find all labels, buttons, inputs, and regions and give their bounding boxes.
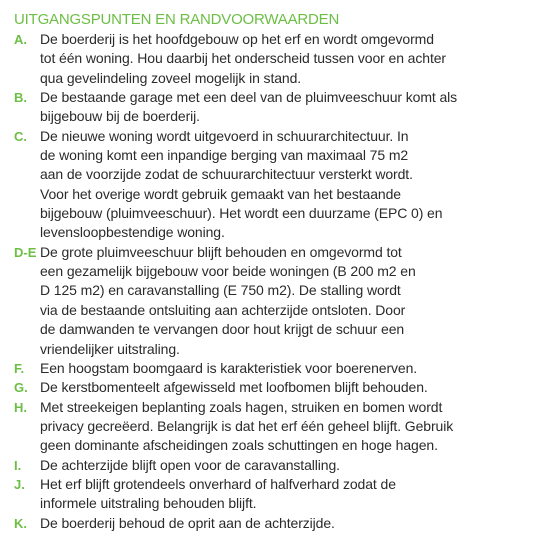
item-text-line: Het erf blijft grotendeels onverhard of halfverhard zodat de bbox=[40, 475, 396, 492]
item-text-line: de woning komt een inpandige berging van maximaal 75 m2 bbox=[40, 147, 409, 164]
item-text-line: een gezamelijk bijgebouw voor beide woningen (B 200 m2 en bbox=[40, 263, 416, 280]
item-text-line: De kerstbomenteelt afgewisseld met loofbomen blijft behouden. bbox=[40, 379, 428, 396]
item-text-line: Een hoogstam boomgaard is karakteristiek voor boerenerven. bbox=[40, 359, 418, 376]
list-item bbox=[12, 88, 540, 127]
section-heading: UITGANGSPUNTEN EN RANDVOORWAARDEN bbox=[14, 11, 340, 28]
item-text bbox=[40, 243, 416, 359]
list-item bbox=[12, 378, 540, 397]
item-text-line: vriendelijker uitstraling. bbox=[40, 340, 180, 357]
item-marker: A. bbox=[14, 32, 27, 47]
item-marker: B. bbox=[14, 90, 27, 106]
requirements-list bbox=[12, 30, 540, 533]
item-marker: J. bbox=[14, 476, 25, 492]
item-text-line: geen dominante afscheidingen zoals schuttingen en hoge hagen. bbox=[40, 437, 438, 454]
list-item bbox=[12, 359, 540, 378]
item-text bbox=[40, 88, 457, 127]
item-text bbox=[40, 475, 396, 514]
item-text-line: D 125 m2) en caravanstalling (E 750 m2). De stalling wordt bbox=[40, 282, 401, 299]
item-text bbox=[40, 359, 417, 378]
item-text-line: De grote pluimveeschuur blijft behouden en omgevormd tot bbox=[40, 243, 402, 260]
item-marker: D-E bbox=[14, 244, 37, 260]
item-text-line: tot één woning. Hou daarbij het onderscheid tussen voor en achter bbox=[40, 50, 446, 67]
item-text-line: aan de voorzijde zodat de schuurarchitectuur versterkt wordt. bbox=[40, 166, 413, 183]
item-text-line: informele uitstraling behouden blijft. bbox=[40, 495, 257, 512]
item-text-line: de damwanden te vervangen door hout krijgt de schuur een bbox=[40, 321, 405, 338]
item-text bbox=[40, 378, 428, 397]
item-text-line: De achterzijde blijft open voor de caravanstalling. bbox=[40, 456, 340, 473]
list-item bbox=[12, 30, 540, 88]
list-item bbox=[12, 475, 540, 514]
list-item bbox=[12, 243, 540, 359]
item-marker: G. bbox=[14, 380, 28, 396]
item-marker: H. bbox=[14, 399, 27, 415]
item-text-line: De boerderij is het hoofdgebouw op het erf en wordt omgevormd bbox=[40, 31, 434, 47]
item-marker: C. bbox=[14, 128, 27, 144]
item-text-line: De boerderij behoud de oprit aan de achterzijde. bbox=[40, 514, 335, 531]
list-item bbox=[12, 398, 540, 456]
item-text-line: levensloopbestendige woning. bbox=[40, 224, 225, 241]
item-text-line: bijgebouw bij de boerderij. bbox=[40, 108, 200, 125]
item-text bbox=[40, 127, 442, 243]
item-marker: F. bbox=[14, 360, 25, 376]
item-text bbox=[40, 398, 453, 456]
item-marker: K. bbox=[14, 515, 27, 531]
item-marker: I. bbox=[14, 457, 22, 473]
list-item bbox=[12, 514, 540, 533]
item-text-line: Met streekeigen beplanting zoals hagen, struiken en bomen wordt bbox=[40, 398, 443, 415]
item-text bbox=[40, 30, 446, 88]
item-text-line: qua gevelindeling zoveel mogelijk in stand. bbox=[40, 69, 302, 86]
item-text bbox=[40, 514, 335, 533]
item-text bbox=[40, 456, 340, 475]
item-text-line: bijgebouw (pluimveeschuur). Het wordt een duurzame (EPC 0) en bbox=[40, 205, 443, 222]
list-item bbox=[12, 127, 540, 243]
item-text-line: via de bestaande ontsluiting aan achterzijde ontsloten. Door bbox=[40, 301, 406, 318]
item-text-line: privacy gecreëerd. Belangrijk is dat het erf één geheel blijft. Gebruik bbox=[40, 417, 454, 434]
item-text-line: De bestaande garage met een deel van de pluimveeschuur komt als bbox=[40, 89, 458, 106]
document bbox=[12, 10, 540, 533]
list-item bbox=[12, 456, 540, 475]
item-text-line: Voor het overige wordt gebruik gemaakt van het bestaande bbox=[40, 185, 401, 202]
item-text-line: De nieuwe woning wordt uitgevoerd in schuurarchitectuur. In bbox=[40, 127, 409, 144]
